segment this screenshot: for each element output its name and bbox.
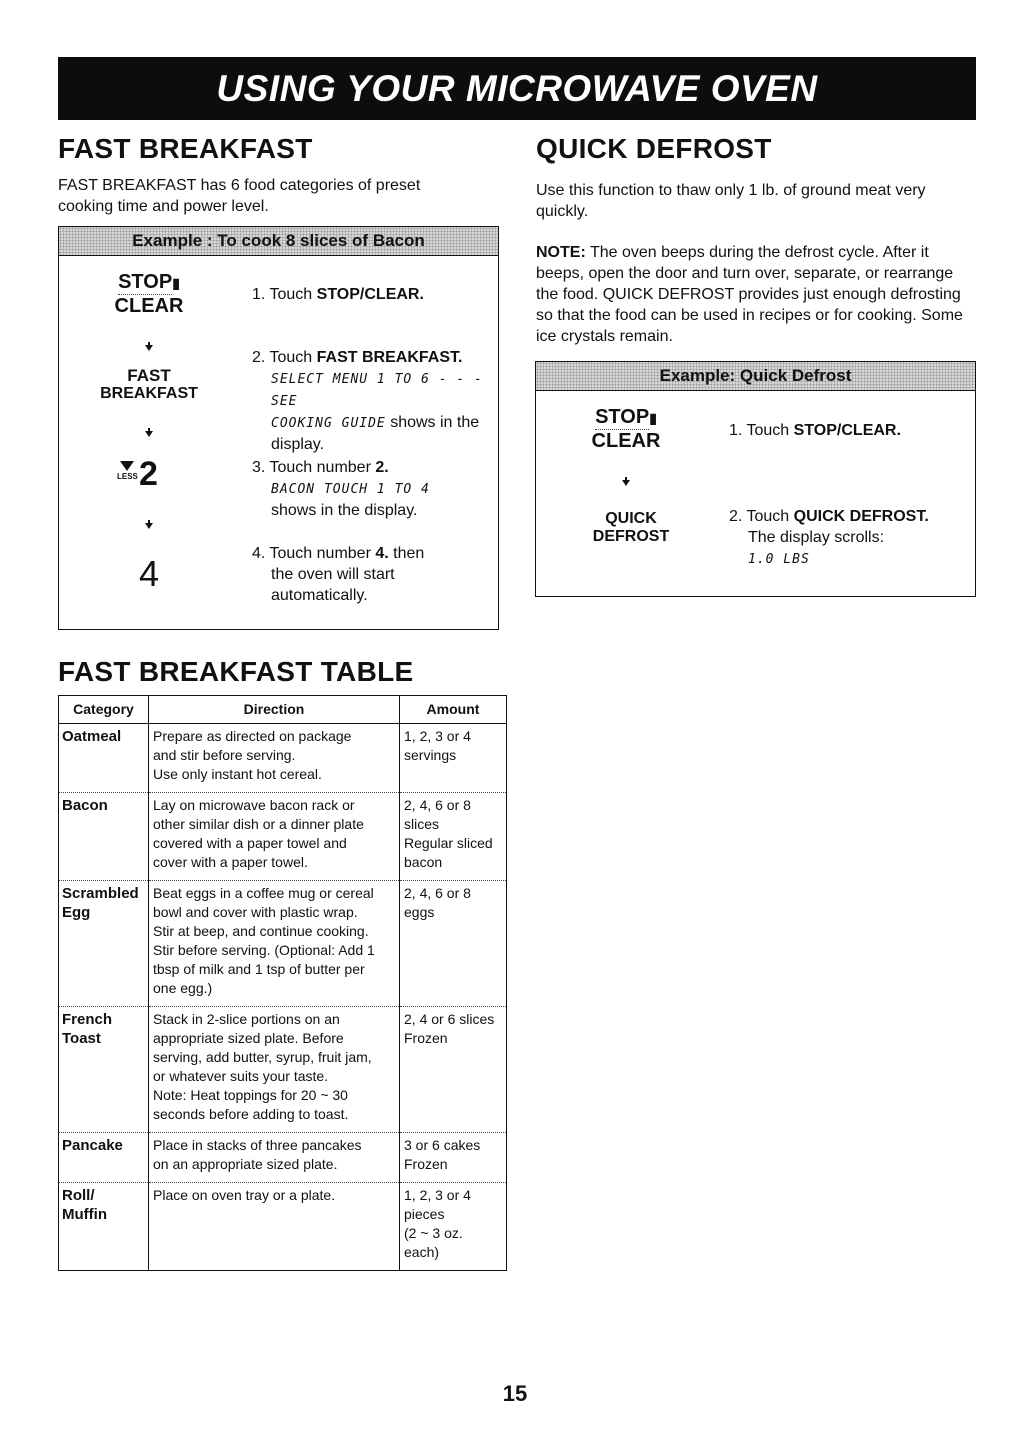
cell-line: Place on oven tray or a plate. xyxy=(153,1187,336,1203)
note-label: NOTE: xyxy=(536,244,586,261)
step-4 xyxy=(252,543,497,606)
banner-title: USING YOUR MICROWAVE OVEN xyxy=(216,67,818,109)
quick-defrost-key xyxy=(566,510,696,546)
table-row xyxy=(59,724,507,793)
quick-defrost-note xyxy=(536,242,976,347)
cell-line: 2, 4, 6 or 8 xyxy=(404,797,471,813)
quick-label: QUICK xyxy=(605,510,657,527)
cell-line: Scrambled xyxy=(62,885,139,902)
clear-label: CLEAR xyxy=(591,430,661,452)
cell-line: bacon xyxy=(404,854,443,870)
number-two-key: 2 xyxy=(139,455,158,493)
display-readout: 1.0 LBS xyxy=(748,552,810,567)
cell-line: Use only instant hot cereal. xyxy=(153,766,322,782)
cell-line: 1, 2, 3 or 4 xyxy=(404,1187,471,1203)
defrost-step-1 xyxy=(729,420,901,441)
cell-line: Toast xyxy=(62,1030,101,1047)
cell-line: Prepare as directed on package xyxy=(153,728,352,744)
cell-line: slices xyxy=(404,816,440,832)
cell-line: Stir at beep, and continue cooking. xyxy=(153,923,369,939)
cell-line: 2, 4 or 6 slices xyxy=(404,1011,495,1027)
table-row xyxy=(59,1183,507,1271)
number-four-key: 4 xyxy=(139,553,160,594)
page-number: 15 xyxy=(502,1381,528,1406)
cell-line: one egg.) xyxy=(153,980,213,996)
category-cell xyxy=(59,793,149,881)
step-2-bold: FAST BREAKFAST. xyxy=(316,349,463,366)
example-title-bar xyxy=(59,227,498,256)
arrow-down-icon xyxy=(145,345,153,351)
category-cell xyxy=(59,1183,149,1271)
cell-line: Frozen xyxy=(404,1030,448,1046)
cell-line: Roll/ xyxy=(62,1187,95,1204)
cell-line: Stir before serving. (Optional: Add 1 xyxy=(153,942,375,958)
amount-cell xyxy=(400,724,507,793)
fast-breakfast-intro: FAST BREAKFAST has 6 food categories of preset cooking time and power level. xyxy=(58,177,421,215)
step-2-text: 2. Touch xyxy=(252,349,317,366)
display-readout: COOKING GUIDE xyxy=(271,416,386,431)
example-title: Example: Quick Defrost xyxy=(659,366,852,385)
cell-line: Bacon xyxy=(62,797,108,814)
cell-line: Egg xyxy=(62,904,91,921)
cell-line: Note: Heat toppings for 20 ~ 30 xyxy=(153,1087,348,1103)
display-readout: SELECT MENU 1 TO 6 - - - SEE xyxy=(271,372,483,409)
step-2-tail: display. xyxy=(271,436,325,453)
cell-line: on an appropriate sized plate. xyxy=(153,1156,338,1172)
cell-line: and stir before serving. xyxy=(153,747,296,763)
lock-icon: ▮ xyxy=(649,410,657,426)
category-cell xyxy=(59,1133,149,1183)
stop-clear-key xyxy=(576,406,676,452)
table-row xyxy=(59,881,507,1007)
less-label: LESS xyxy=(117,472,138,481)
amount-cell xyxy=(400,1007,507,1133)
arrow-down-icon xyxy=(622,480,630,486)
stop-label: STOP xyxy=(118,271,173,293)
fast-label: FAST xyxy=(127,366,171,385)
cell-line: each) xyxy=(404,1244,440,1260)
note-text: The oven beeps during the defrost cycle. After it beeps, open the door and turn over, separate, or rearrange the food. QUICK DEFROST provides just enough defrosting so that the food can be used in recipes or for cooking. Some ice crystals remain. xyxy=(536,244,963,345)
step-2-text: 2. Touch xyxy=(729,508,794,525)
breakfast-label: BREAKFAST xyxy=(100,385,198,402)
column-header: Amount xyxy=(400,696,507,724)
step-1 xyxy=(252,284,424,305)
cell-line: Place in stacks of three pancakes xyxy=(153,1137,362,1153)
step-2 xyxy=(252,347,497,455)
cell-line: serving, add butter, syrup, fruit jam, xyxy=(153,1049,372,1065)
category-cell xyxy=(59,724,149,793)
cell-line: bowl and cover with plastic wrap. xyxy=(153,904,358,920)
step-3 xyxy=(252,457,497,521)
step-2-tail: shows in the xyxy=(385,414,480,431)
column-header: Category xyxy=(59,696,149,724)
direction-cell xyxy=(149,881,400,1007)
quick-defrost-heading: QUICK DEFROST xyxy=(536,133,772,164)
cell-line: pieces xyxy=(404,1206,445,1222)
quick-defrost-example-box xyxy=(535,361,976,597)
cell-line: Stack in 2-slice portions on an xyxy=(153,1011,340,1027)
stop-label: STOP xyxy=(595,406,650,428)
step-1-bold: STOP/CLEAR. xyxy=(316,286,424,303)
amount-cell xyxy=(400,1133,507,1183)
cell-line: eggs xyxy=(404,904,435,920)
step-2-line: The display scrolls: xyxy=(748,529,885,546)
lock-icon: ▮ xyxy=(172,275,180,291)
stop-clear-key xyxy=(99,271,199,317)
cell-line: 3 or 6 cakes xyxy=(404,1137,481,1153)
page-banner xyxy=(58,57,976,120)
arrow-down-icon xyxy=(145,523,153,529)
example-title: Example : To cook 8 slices of Bacon xyxy=(132,231,425,250)
table-header-row xyxy=(59,696,507,724)
category-cell xyxy=(59,881,149,1007)
amount-cell xyxy=(400,881,507,1007)
step-1-text: 1. Touch xyxy=(252,286,317,303)
direction-cell xyxy=(149,724,400,793)
fast-breakfast-heading: FAST BREAKFAST xyxy=(58,133,313,164)
quick-defrost-intro: Use this function to thaw only 1 lb. of ground meat very quickly. xyxy=(536,182,926,220)
cell-line: Lay on microwave bacon rack or xyxy=(153,797,355,813)
fast-breakfast-table xyxy=(58,695,507,1271)
cell-line: Pancake xyxy=(62,1137,123,1154)
defrost-step-2 xyxy=(729,506,974,570)
cell-line: cover with a paper towel. xyxy=(153,854,308,870)
table-row xyxy=(59,793,507,881)
cell-line: Muffin xyxy=(62,1206,107,1223)
step-4-line: the oven will start xyxy=(271,566,395,583)
cell-line: appropriate sized plate. Before xyxy=(153,1030,344,1046)
category-cell xyxy=(59,1007,149,1133)
cell-line: Oatmeal xyxy=(62,728,122,745)
cell-line: French xyxy=(62,1011,113,1028)
step-3-bold: 2. xyxy=(375,459,389,476)
direction-cell xyxy=(149,793,400,881)
step-3-text: 3. Touch number xyxy=(252,459,376,476)
cell-line: covered with a paper towel and xyxy=(153,835,347,851)
step-2-bold: QUICK DEFROST. xyxy=(793,508,929,525)
cell-line: other similar dish or a dinner plate xyxy=(153,816,364,832)
fast-breakfast-example-box xyxy=(58,226,499,630)
cell-line: servings xyxy=(404,747,457,763)
cell-line: Frozen xyxy=(404,1156,448,1172)
clear-label: CLEAR xyxy=(114,295,184,317)
amount-cell xyxy=(400,793,507,881)
table-heading: FAST BREAKFAST TABLE xyxy=(58,656,414,687)
less-key-label xyxy=(117,461,137,481)
fast-breakfast-key xyxy=(89,367,209,403)
cell-line: (2 ~ 3 oz. xyxy=(404,1225,463,1241)
amount-cell xyxy=(400,1183,507,1271)
step-3-tail: shows in the display. xyxy=(271,502,418,519)
direction-cell xyxy=(149,1133,400,1183)
display-readout: BACON TOUCH 1 TO 4 xyxy=(271,482,430,497)
direction-cell xyxy=(149,1183,400,1271)
cell-line: Beat eggs in a coffee mug or cereal xyxy=(153,885,374,901)
cell-line: or whatever suits your taste. xyxy=(153,1068,329,1084)
step-4-bold: 4. xyxy=(375,545,389,562)
step-4-tail: then xyxy=(388,545,425,562)
step-1-bold: STOP/CLEAR. xyxy=(793,422,901,439)
cell-line: Regular sliced xyxy=(404,835,493,851)
step-1-text: 1. Touch xyxy=(729,422,794,439)
table-row xyxy=(59,1133,507,1183)
cell-line: 2, 4, 6 or 8 xyxy=(404,885,471,901)
cell-line: tbsp of milk and 1 tsp of butter per xyxy=(153,961,365,977)
step-4-text: 4. Touch number xyxy=(252,545,376,562)
triangle-down-icon xyxy=(120,461,134,471)
cell-line: seconds before adding to toast. xyxy=(153,1106,349,1122)
column-header: Direction xyxy=(149,696,400,724)
defrost-label: DEFROST xyxy=(592,528,670,545)
arrow-down-icon xyxy=(145,431,153,437)
step-4-line: automatically. xyxy=(271,587,368,604)
table-row xyxy=(59,1007,507,1133)
direction-cell xyxy=(149,1007,400,1133)
example-title-bar xyxy=(536,362,975,391)
cell-line: 1, 2, 3 or 4 xyxy=(404,728,471,744)
